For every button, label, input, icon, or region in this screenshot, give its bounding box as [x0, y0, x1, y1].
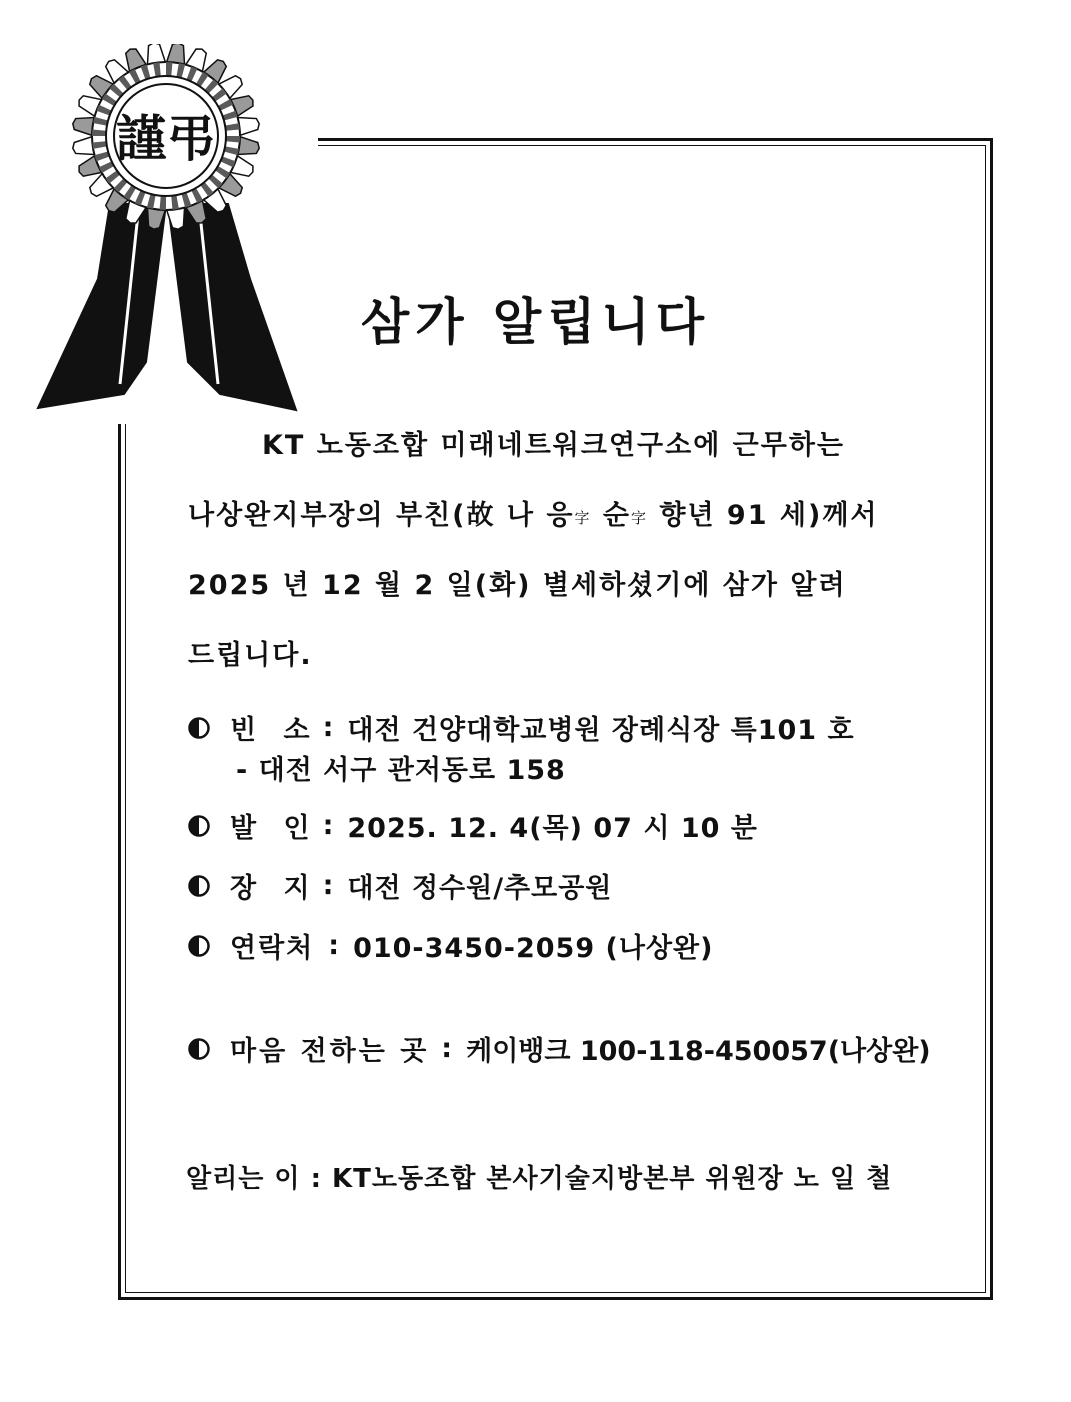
- info-label-departure: 발 인: [230, 813, 319, 844]
- info-row-condolence-account: [188, 1029, 931, 1068]
- char-mark-1: 字: [574, 509, 592, 527]
- info-row-funeral-hall: [188, 708, 855, 747]
- half-circle-bullet-icon: [188, 875, 210, 897]
- announcer-line: 알리는 이 : KT노동조합 본사기술지방본부 위원장 노 일 철: [186, 1164, 893, 1194]
- info-value-funeral-hall: 대전 건양대학교병원 장례식장 특101 호: [347, 715, 855, 746]
- body-line-1: KT 노동조합 미래네트워크연구소에 근무하는: [262, 430, 846, 461]
- notice-title: 삼가 알립니다: [360, 293, 711, 351]
- half-circle-bullet-icon: [188, 815, 210, 837]
- info-colon: :: [322, 870, 334, 901]
- info-colon: :: [322, 712, 334, 743]
- body-line-2-mid: 순: [591, 500, 631, 531]
- info-label-contact: 연락처: [230, 933, 315, 964]
- info-label-burial: 장 지: [230, 873, 319, 904]
- body-line-4: 드립니다.: [188, 640, 313, 671]
- info-sub-address: - 대전 서구 관저동로 158: [236, 755, 566, 786]
- info-colon: :: [328, 930, 340, 961]
- info-colon: :: [441, 1033, 453, 1064]
- half-circle-bullet-icon: [188, 1038, 210, 1060]
- info-colon: :: [322, 810, 334, 841]
- rosette-svg: [28, 44, 318, 424]
- body-line-3: 2025 년 12 월 2 일(화) 별세하셨기에 삼가 알려: [188, 570, 847, 601]
- info-label-funeral-hall: 빈 소: [230, 715, 319, 746]
- half-circle-bullet-icon: [188, 935, 210, 957]
- body-line-2-post: 향년 91 세)께서: [647, 500, 879, 531]
- info-row-burial: [188, 866, 612, 905]
- info-value-contact[interactable]: 010-3450-2059 (나상완): [353, 933, 714, 964]
- info-value-burial: 대전 정수원/추모공원: [347, 873, 613, 904]
- info-row-contact: [188, 926, 713, 965]
- info-value-departure: 2025. 12. 4(목) 07 시 10 분: [347, 813, 758, 844]
- info-label-condolence-account: 마음 전하는 곳: [230, 1036, 430, 1067]
- body-line-2-pre: 나상완지부장의 부친(故 나 응: [188, 500, 575, 531]
- half-circle-bullet-icon: [188, 717, 210, 739]
- char-mark-2: 字: [630, 509, 648, 527]
- info-value-condolence-account: 케이뱅크 100-118-450057(나상완): [466, 1036, 931, 1067]
- seal-characters: 謹弔: [116, 109, 216, 168]
- info-row-departure: [188, 806, 758, 845]
- mourning-rosette-emblem: [28, 44, 318, 424]
- body-line-2: [188, 493, 879, 532]
